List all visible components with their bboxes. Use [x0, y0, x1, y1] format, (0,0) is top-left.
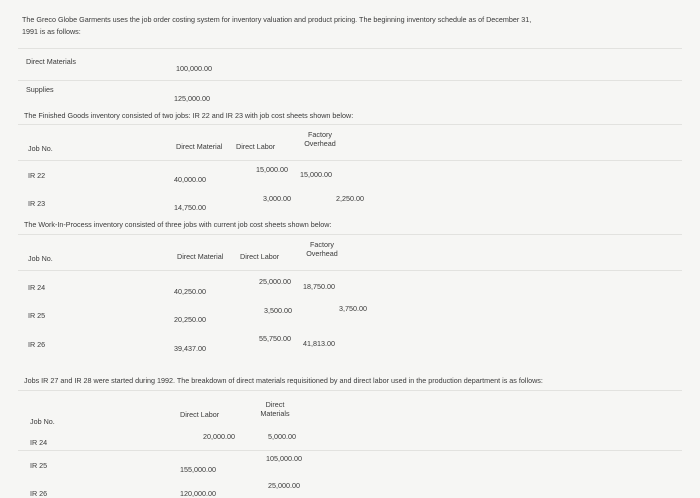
fg-row-overhead: 2,250.00 — [336, 194, 364, 203]
wip-row-labor: 25,000.00 — [259, 277, 291, 286]
j92-header-materials: Materials — [260, 408, 290, 418]
divider — [18, 234, 682, 235]
divider — [18, 390, 682, 391]
j92-header-direct-materials — [253, 401, 297, 418]
fg-row-job: IR 22 — [28, 171, 46, 180]
wip-row-overhead: 41,813.00 — [303, 339, 335, 348]
wip-row-material: 20,250.00 — [174, 315, 206, 324]
wip-row-labor: 55,750.00 — [259, 334, 291, 343]
fg-header-direct-labor: Direct Labor — [236, 142, 276, 151]
wip-row-labor: 3,500.00 — [264, 306, 292, 315]
wip-header-direct-material: Direct Material — [177, 252, 224, 261]
j92-row-labor: 20,000.00 — [203, 432, 235, 441]
divider — [18, 124, 682, 125]
wip-row-job: IR 26 — [28, 340, 46, 349]
wip-row-material: 39,437.00 — [174, 344, 206, 353]
fg-row-material: 14,750.00 — [174, 203, 206, 212]
supplies-value: 125,000.00 — [174, 94, 210, 103]
j92-row-job: IR 26 — [30, 489, 48, 498]
wip-header-factory-overhead — [299, 241, 345, 258]
j92-header-direct: Direct — [265, 400, 285, 409]
wip-header-overhead: Overhead — [306, 248, 338, 258]
divider — [18, 160, 682, 161]
wip-header-factory: Factory — [310, 240, 334, 249]
j92-row-job: IR 24 — [30, 438, 48, 447]
intro-line-1: The Greco Globe Garments uses the job order costing system for inventory valuation and product pricing. The beginning inventory schedule as of December 31, — [22, 15, 532, 24]
j92-row-labor: 155,000.00 — [180, 465, 216, 474]
j92-row-materials: 25,000.00 — [268, 481, 300, 490]
wip-row-material: 40,250.00 — [174, 287, 206, 296]
j92-header-direct-labor: Direct Labor — [180, 410, 220, 419]
wip-header-job-no: Job No. — [28, 254, 53, 263]
j92-row-labor: 120,000.00 — [180, 489, 216, 498]
divider — [18, 450, 682, 451]
fg-row-overhead: 15,000.00 — [300, 170, 332, 179]
finished-goods-intro: The Finished Goods inventory consisted of two jobs: IR 22 and IR 23 with job cost sheets shown below: — [24, 111, 354, 120]
fg-header-job-no: Job No. — [28, 144, 53, 153]
j92-row-job: IR 25 — [30, 461, 48, 470]
fg-header-factory-overhead — [297, 131, 343, 148]
fg-row-material: 40,000.00 — [174, 175, 206, 184]
divider — [18, 270, 682, 271]
divider — [18, 80, 682, 81]
jobs-1992-intro: Jobs IR 27 and IR 28 were started during 1992. The breakdown of direct materials requisitioned by and direct labor used in the production department is as follows: — [24, 376, 543, 385]
j92-row-materials: 5,000.00 — [268, 432, 296, 441]
wip-row-overhead: 18,750.00 — [303, 282, 335, 291]
fg-row-labor: 15,000.00 — [256, 165, 288, 174]
intro-line-2: 1991 is as follows: — [22, 27, 81, 36]
direct-materials-value: 100,000.00 — [176, 64, 212, 73]
wip-header-direct-labor: Direct Labor — [240, 252, 280, 261]
wip-row-job: IR 24 — [28, 283, 46, 292]
wip-intro: The Work-In-Process inventory consisted of three jobs with current job cost sheets shown below: — [24, 220, 332, 229]
fg-row-labor: 3,000.00 — [263, 194, 291, 203]
wip-row-job: IR 25 — [28, 311, 46, 320]
fg-row-job: IR 23 — [28, 199, 46, 208]
j92-header-job-no: Job No. — [30, 417, 55, 426]
direct-materials-label: Direct Materials — [26, 57, 76, 66]
fg-header-factory: Factory — [308, 130, 332, 139]
supplies-label: Supplies — [26, 85, 54, 94]
divider — [18, 48, 682, 49]
fg-header-overhead: Overhead — [304, 138, 336, 148]
wip-row-overhead: 3,750.00 — [339, 304, 367, 313]
j92-row-materials: 105,000.00 — [266, 454, 302, 463]
fg-header-direct-material: Direct Material — [176, 142, 223, 151]
